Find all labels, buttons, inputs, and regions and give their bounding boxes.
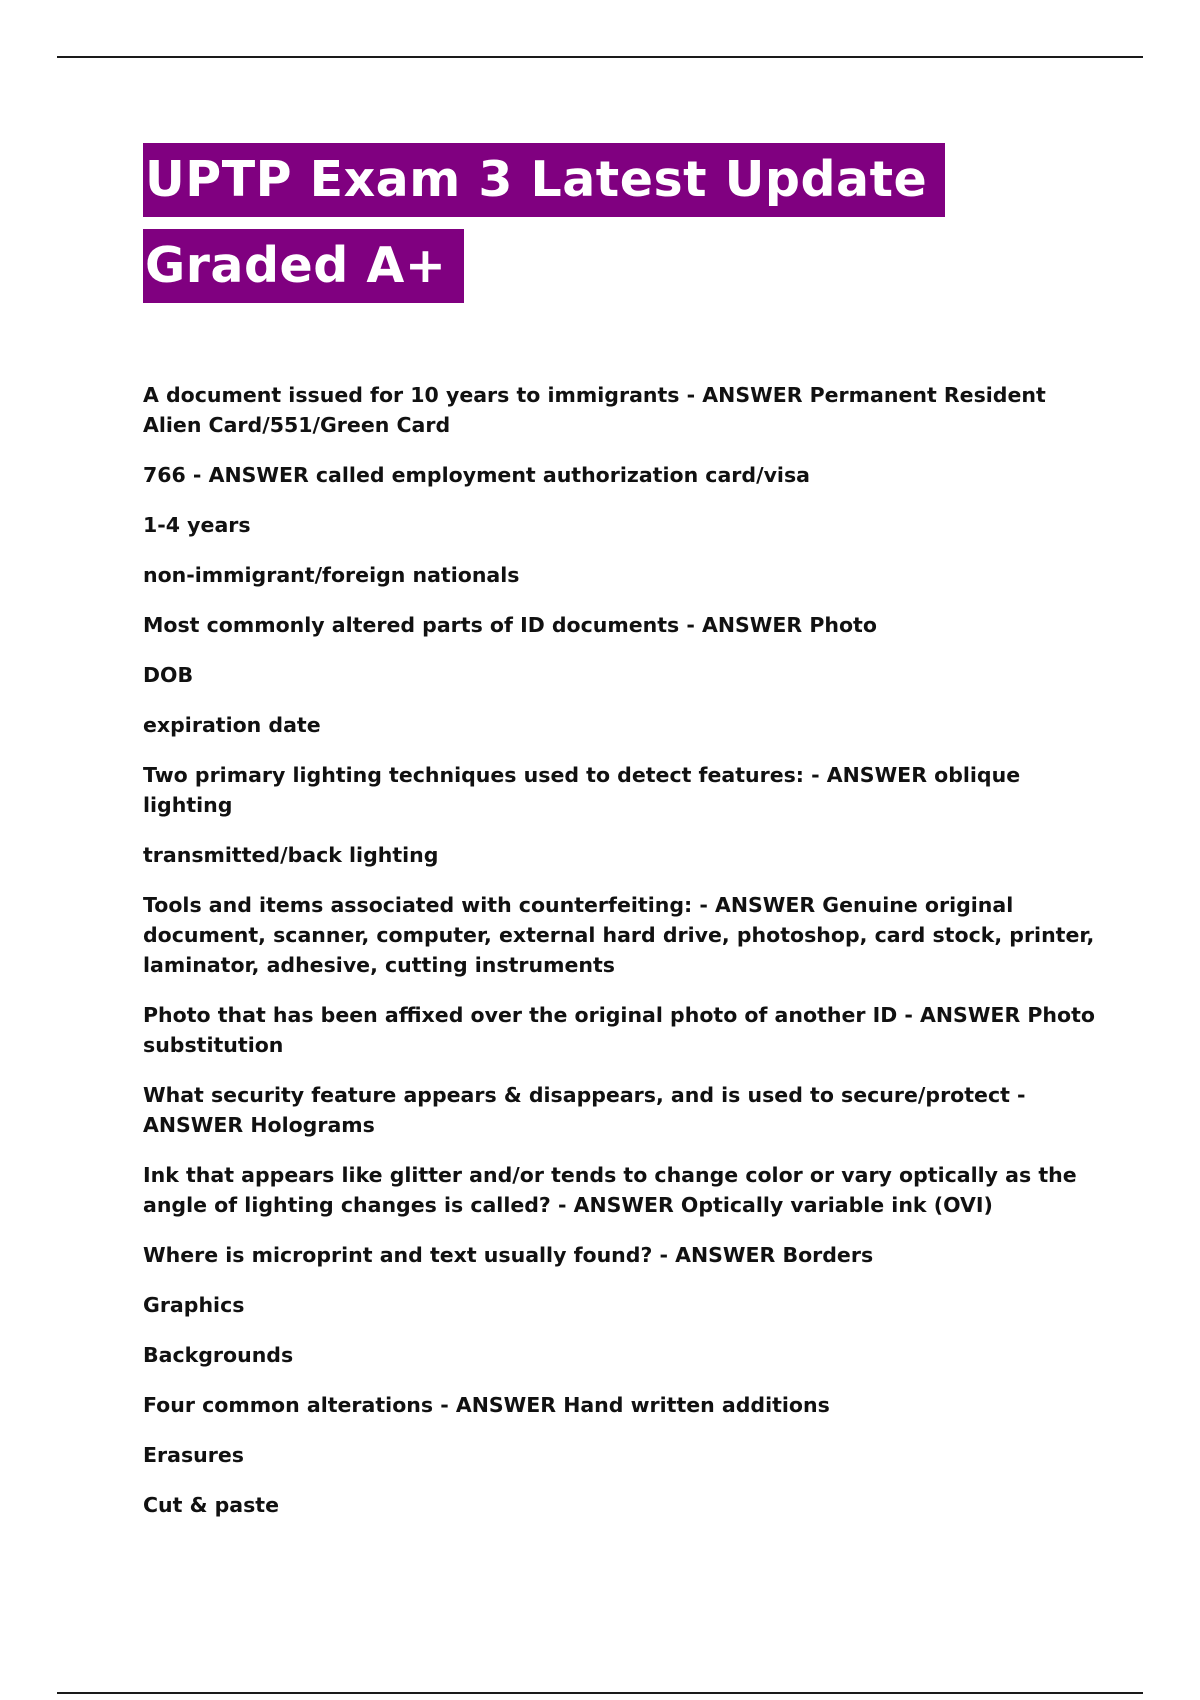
qa-entry: Cut & paste: [143, 1493, 280, 1517]
qa-list: [143, 380, 1103, 1540]
qa-entry: Four common alterations - ANSWER Hand written additions: [143, 1393, 830, 1417]
qa-entry: Backgrounds: [143, 1343, 294, 1367]
qa-entry: 1-4 years: [143, 513, 251, 537]
title-line-2: Graded A+: [143, 229, 464, 303]
qa-entry: Two primary lighting techniques used to detect features: - ANSWER oblique lighting: [143, 763, 1021, 817]
bottom-divider: [57, 1692, 1143, 1694]
qa-entry: A document issued for 10 years to immigrants - ANSWER Permanent Resident Alien Card/551/Green Card: [143, 383, 1046, 437]
qa-entry: Erasures: [143, 1443, 244, 1467]
qa-entry: Most commonly altered parts of ID documents - ANSWER Photo: [143, 613, 877, 637]
qa-entry: Graphics: [143, 1293, 245, 1317]
qa-entry: Where is microprint and text usually found? - ANSWER Borders: [143, 1243, 874, 1267]
qa-entry: expiration date: [143, 713, 321, 737]
qa-entry: 766 - ANSWER called employment authorization card/visa: [143, 463, 810, 487]
qa-entry: non-immigrant/foreign nationals: [143, 563, 520, 587]
title-line-1: UPTP Exam 3 Latest Update: [143, 143, 945, 217]
qa-entry: Tools and items associated with counterfeiting: - ANSWER Genuine original document, scanner, computer, external hard drive, photoshop, card stock, printer, laminator, adhesive, cutting instruments: [143, 893, 1095, 977]
qa-entry: What security feature appears & disappears, and is used to secure/protect - ANSWER Holograms: [143, 1083, 1026, 1137]
qa-entry: transmitted/back lighting: [143, 843, 439, 867]
title-line-2-wrap: [143, 229, 945, 303]
title-line-1-wrap: [143, 143, 945, 217]
qa-entry: Photo that has been affixed over the original photo of another ID - ANSWER Photo substitution: [143, 1003, 1095, 1057]
document-title: [143, 143, 945, 303]
top-divider: [57, 56, 1143, 58]
qa-entry: DOB: [143, 663, 194, 687]
qa-entry: Ink that appears like glitter and/or tends to change color or vary optically as the angle of lighting changes is called? - ANSWER Optically variable ink (OVI): [143, 1163, 1077, 1217]
